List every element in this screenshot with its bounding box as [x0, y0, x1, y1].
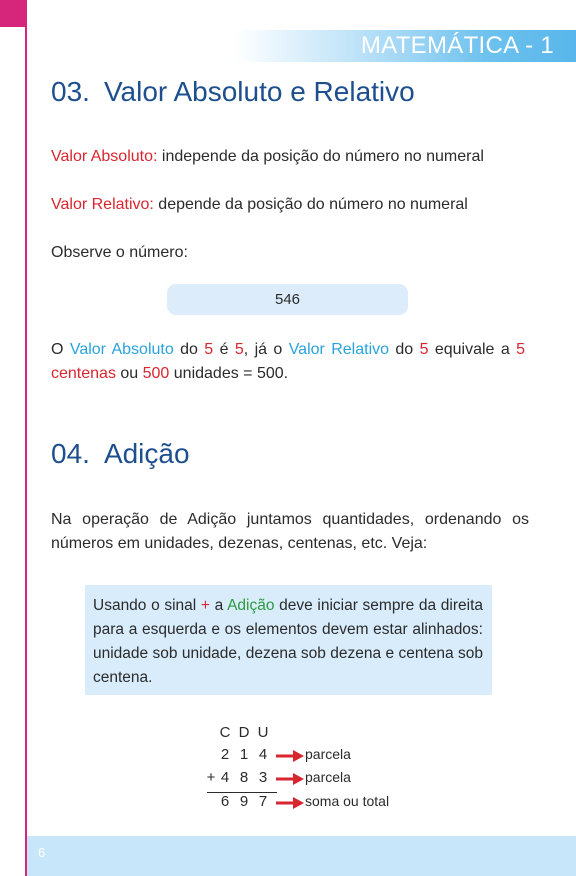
digit: 6 — [220, 793, 230, 810]
label-parcela-1: parcela — [305, 746, 351, 762]
section-04-title: Adição — [103, 438, 190, 469]
example-number-box: 546 — [167, 284, 408, 315]
relative-text: depende da posição do número no numeral — [153, 196, 468, 213]
arrow-right-icon — [275, 796, 305, 810]
digit: 9 — [239, 793, 249, 810]
section-04-number: 04. — [51, 438, 90, 469]
explain-text: equivale a — [428, 341, 517, 358]
explain-text: ou — [115, 365, 143, 382]
note-addition-term: Adição — [227, 597, 275, 614]
digit: 8 — [239, 769, 249, 786]
header-title: MATEMÁTICA - 1 — [360, 32, 554, 59]
explain-centenas: 5 centenas — [51, 341, 526, 382]
note-plus-sign: + — [200, 597, 210, 614]
observe-text: Observe o número: — [51, 244, 188, 261]
explain-digit: 5 — [234, 341, 244, 358]
digit: 4 — [220, 769, 230, 786]
absolute-text: independe da posição do número no numeral — [157, 148, 484, 165]
explain-text: do — [389, 341, 420, 358]
page-number: 6 — [38, 845, 46, 860]
arrow-right-icon — [275, 772, 305, 786]
explain-text: , já o — [243, 341, 289, 358]
explain-500: 500 — [142, 365, 170, 382]
note-text: Usando o sinal — [93, 597, 201, 614]
footer-band — [27, 836, 576, 876]
header-u: U — [257, 724, 269, 741]
explain-digit: 5 — [419, 341, 429, 358]
section-03-title: Valor Absoluto e Relativo — [103, 76, 415, 107]
relative-definition — [51, 193, 468, 217]
arrow-right-icon — [275, 749, 305, 763]
absolute-term: Valor Absoluto: — [51, 148, 158, 165]
note-text: deve iniciar sempre da direita para a esquerda e os elementos devem estar alinhados: unidade sob unidade, dezena sob dezena e centena sob centena. — [93, 597, 483, 686]
explain-absolute-term: Valor Absoluto — [69, 341, 174, 358]
addend-row-1 — [205, 746, 425, 768]
explain-text: O — [51, 341, 70, 358]
label-parcela-2: parcela — [305, 769, 351, 785]
corner-accent — [0, 0, 27, 27]
addition-intro: Na operação de Adição juntamos quantidades, ordenando os números em unidades, dezenas, centenas, etc. Veja: — [51, 511, 529, 552]
explain-text: unidades = 500. — [169, 365, 289, 382]
addition-example — [205, 724, 425, 814]
plus-sign: + — [206, 769, 216, 786]
absolute-definition — [51, 145, 484, 169]
header-d: D — [238, 724, 250, 741]
addend-row-2 — [205, 769, 425, 791]
explain-text: é — [213, 341, 235, 358]
explanation-paragraph — [51, 338, 525, 386]
digit: 4 — [258, 746, 268, 763]
section-03-number: 03. — [51, 76, 90, 107]
place-value-headers — [205, 724, 425, 746]
digit: 7 — [258, 793, 268, 810]
addition-note-box — [85, 585, 492, 695]
result-row — [205, 793, 425, 815]
header-c: C — [219, 724, 231, 741]
digit: 2 — [220, 746, 230, 763]
section-04-heading — [51, 438, 190, 470]
explain-digit: 5 — [204, 341, 214, 358]
relative-term: Valor Relativo: — [51, 196, 154, 213]
label-soma-total: soma ou total — [305, 793, 390, 809]
section-03-heading — [51, 76, 415, 108]
digit: 1 — [239, 746, 249, 763]
note-text: a — [209, 597, 228, 614]
explain-text: do — [173, 341, 205, 358]
digit: 3 — [258, 769, 268, 786]
margin-line — [25, 0, 27, 876]
explain-relative-term: Valor Relativo — [288, 341, 390, 358]
